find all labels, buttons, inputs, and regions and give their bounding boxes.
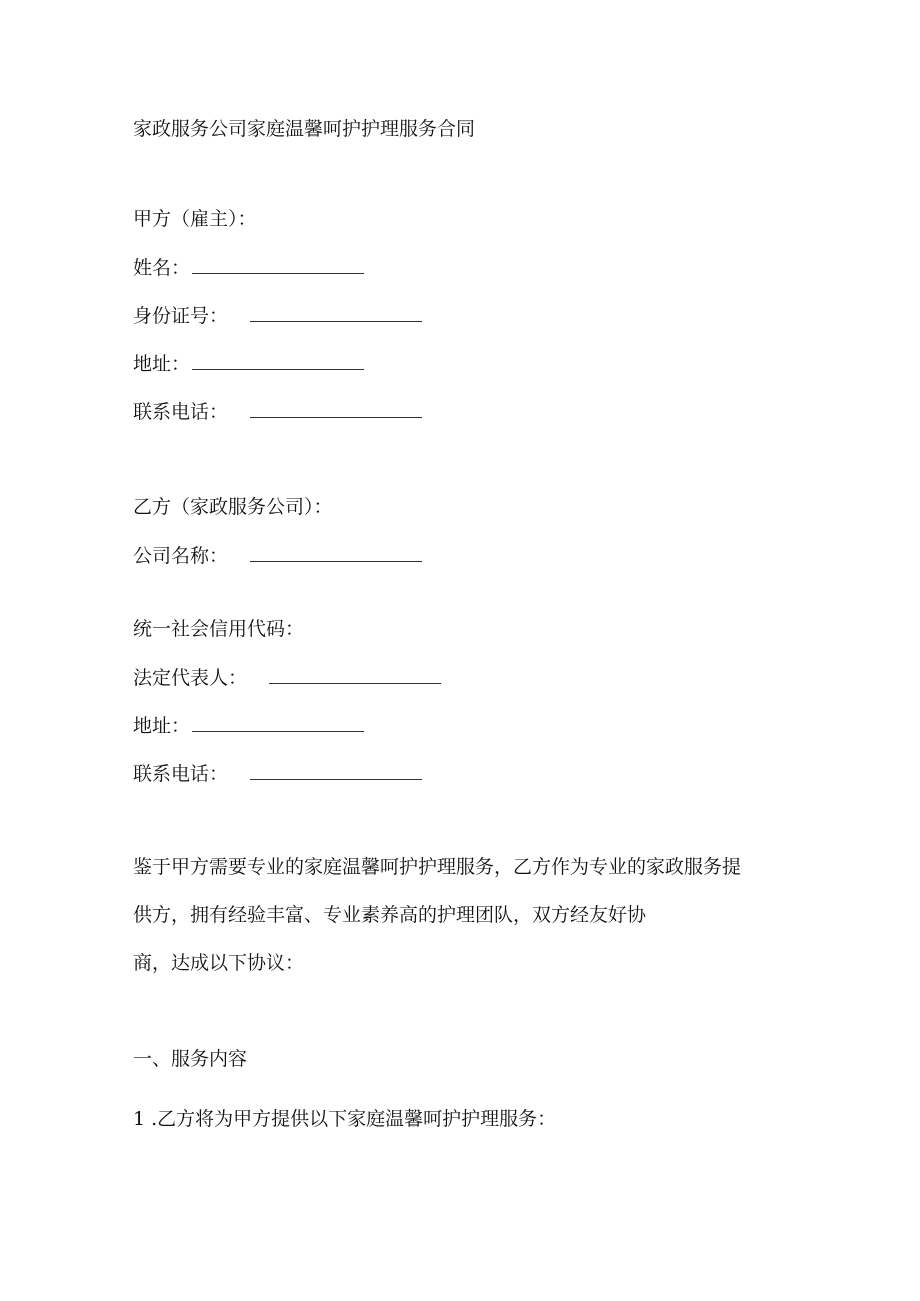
section-1-item-1: 1 .乙方将为甲方提供以下家庭温馨呵护护理服务： bbox=[133, 1108, 557, 1130]
party-a-id-row bbox=[133, 303, 422, 328]
party-a-name-blank[interactable] bbox=[192, 255, 364, 274]
party-b-phone-blank[interactable] bbox=[250, 761, 422, 780]
party-a-id-label: 身份证号： bbox=[133, 305, 229, 327]
party-b-legal-rep-row bbox=[133, 665, 441, 690]
party-b-company-row bbox=[133, 543, 422, 568]
section-1-heading: 一、服务内容 bbox=[133, 1048, 248, 1070]
party-b-legal-rep-blank[interactable] bbox=[269, 665, 441, 684]
party-b-company-blank[interactable] bbox=[250, 543, 422, 562]
party-a-name-label: 姓名： bbox=[133, 257, 191, 279]
party-b-address-blank[interactable] bbox=[192, 713, 364, 732]
party-a-phone-row bbox=[133, 399, 422, 424]
party-b-company-label: 公司名称： bbox=[133, 545, 229, 567]
party-a-name-row bbox=[133, 255, 364, 280]
party-b-address-row bbox=[133, 713, 364, 738]
party-a-phone-blank[interactable] bbox=[250, 399, 422, 418]
party-a-phone-label: 联系电话： bbox=[133, 401, 229, 423]
party-a-address-label: 地址： bbox=[133, 353, 191, 375]
party-a-address-blank[interactable] bbox=[192, 351, 364, 370]
contract-title: 家政服务公司家庭温馨呵护护理服务合同 bbox=[133, 118, 476, 140]
party-a-address-row bbox=[133, 351, 364, 376]
preamble-line-3: 商，达成以下协议： bbox=[133, 952, 305, 974]
party-b-legal-rep-label: 法定代表人： bbox=[133, 667, 248, 689]
party-a-id-blank[interactable] bbox=[250, 303, 422, 322]
preamble-line-2: 供方，拥有经验丰富、专业素养高的护理团队，双方经友好协 bbox=[133, 904, 647, 926]
party-b-address-label: 地址： bbox=[133, 715, 191, 737]
party-b-heading: 乙方（家政服务公司）： bbox=[133, 496, 333, 518]
party-b-phone-label: 联系电话： bbox=[133, 763, 229, 785]
party-b-phone-row bbox=[133, 761, 422, 786]
party-a-heading: 甲方（雇主）： bbox=[133, 208, 257, 230]
party-b-credit-code-label: 统一社会信用代码： bbox=[133, 618, 305, 640]
preamble-line-1: 鉴于甲方需要专业的家庭温馨呵护护理服务，乙方作为专业的家政服务提 bbox=[133, 856, 742, 878]
